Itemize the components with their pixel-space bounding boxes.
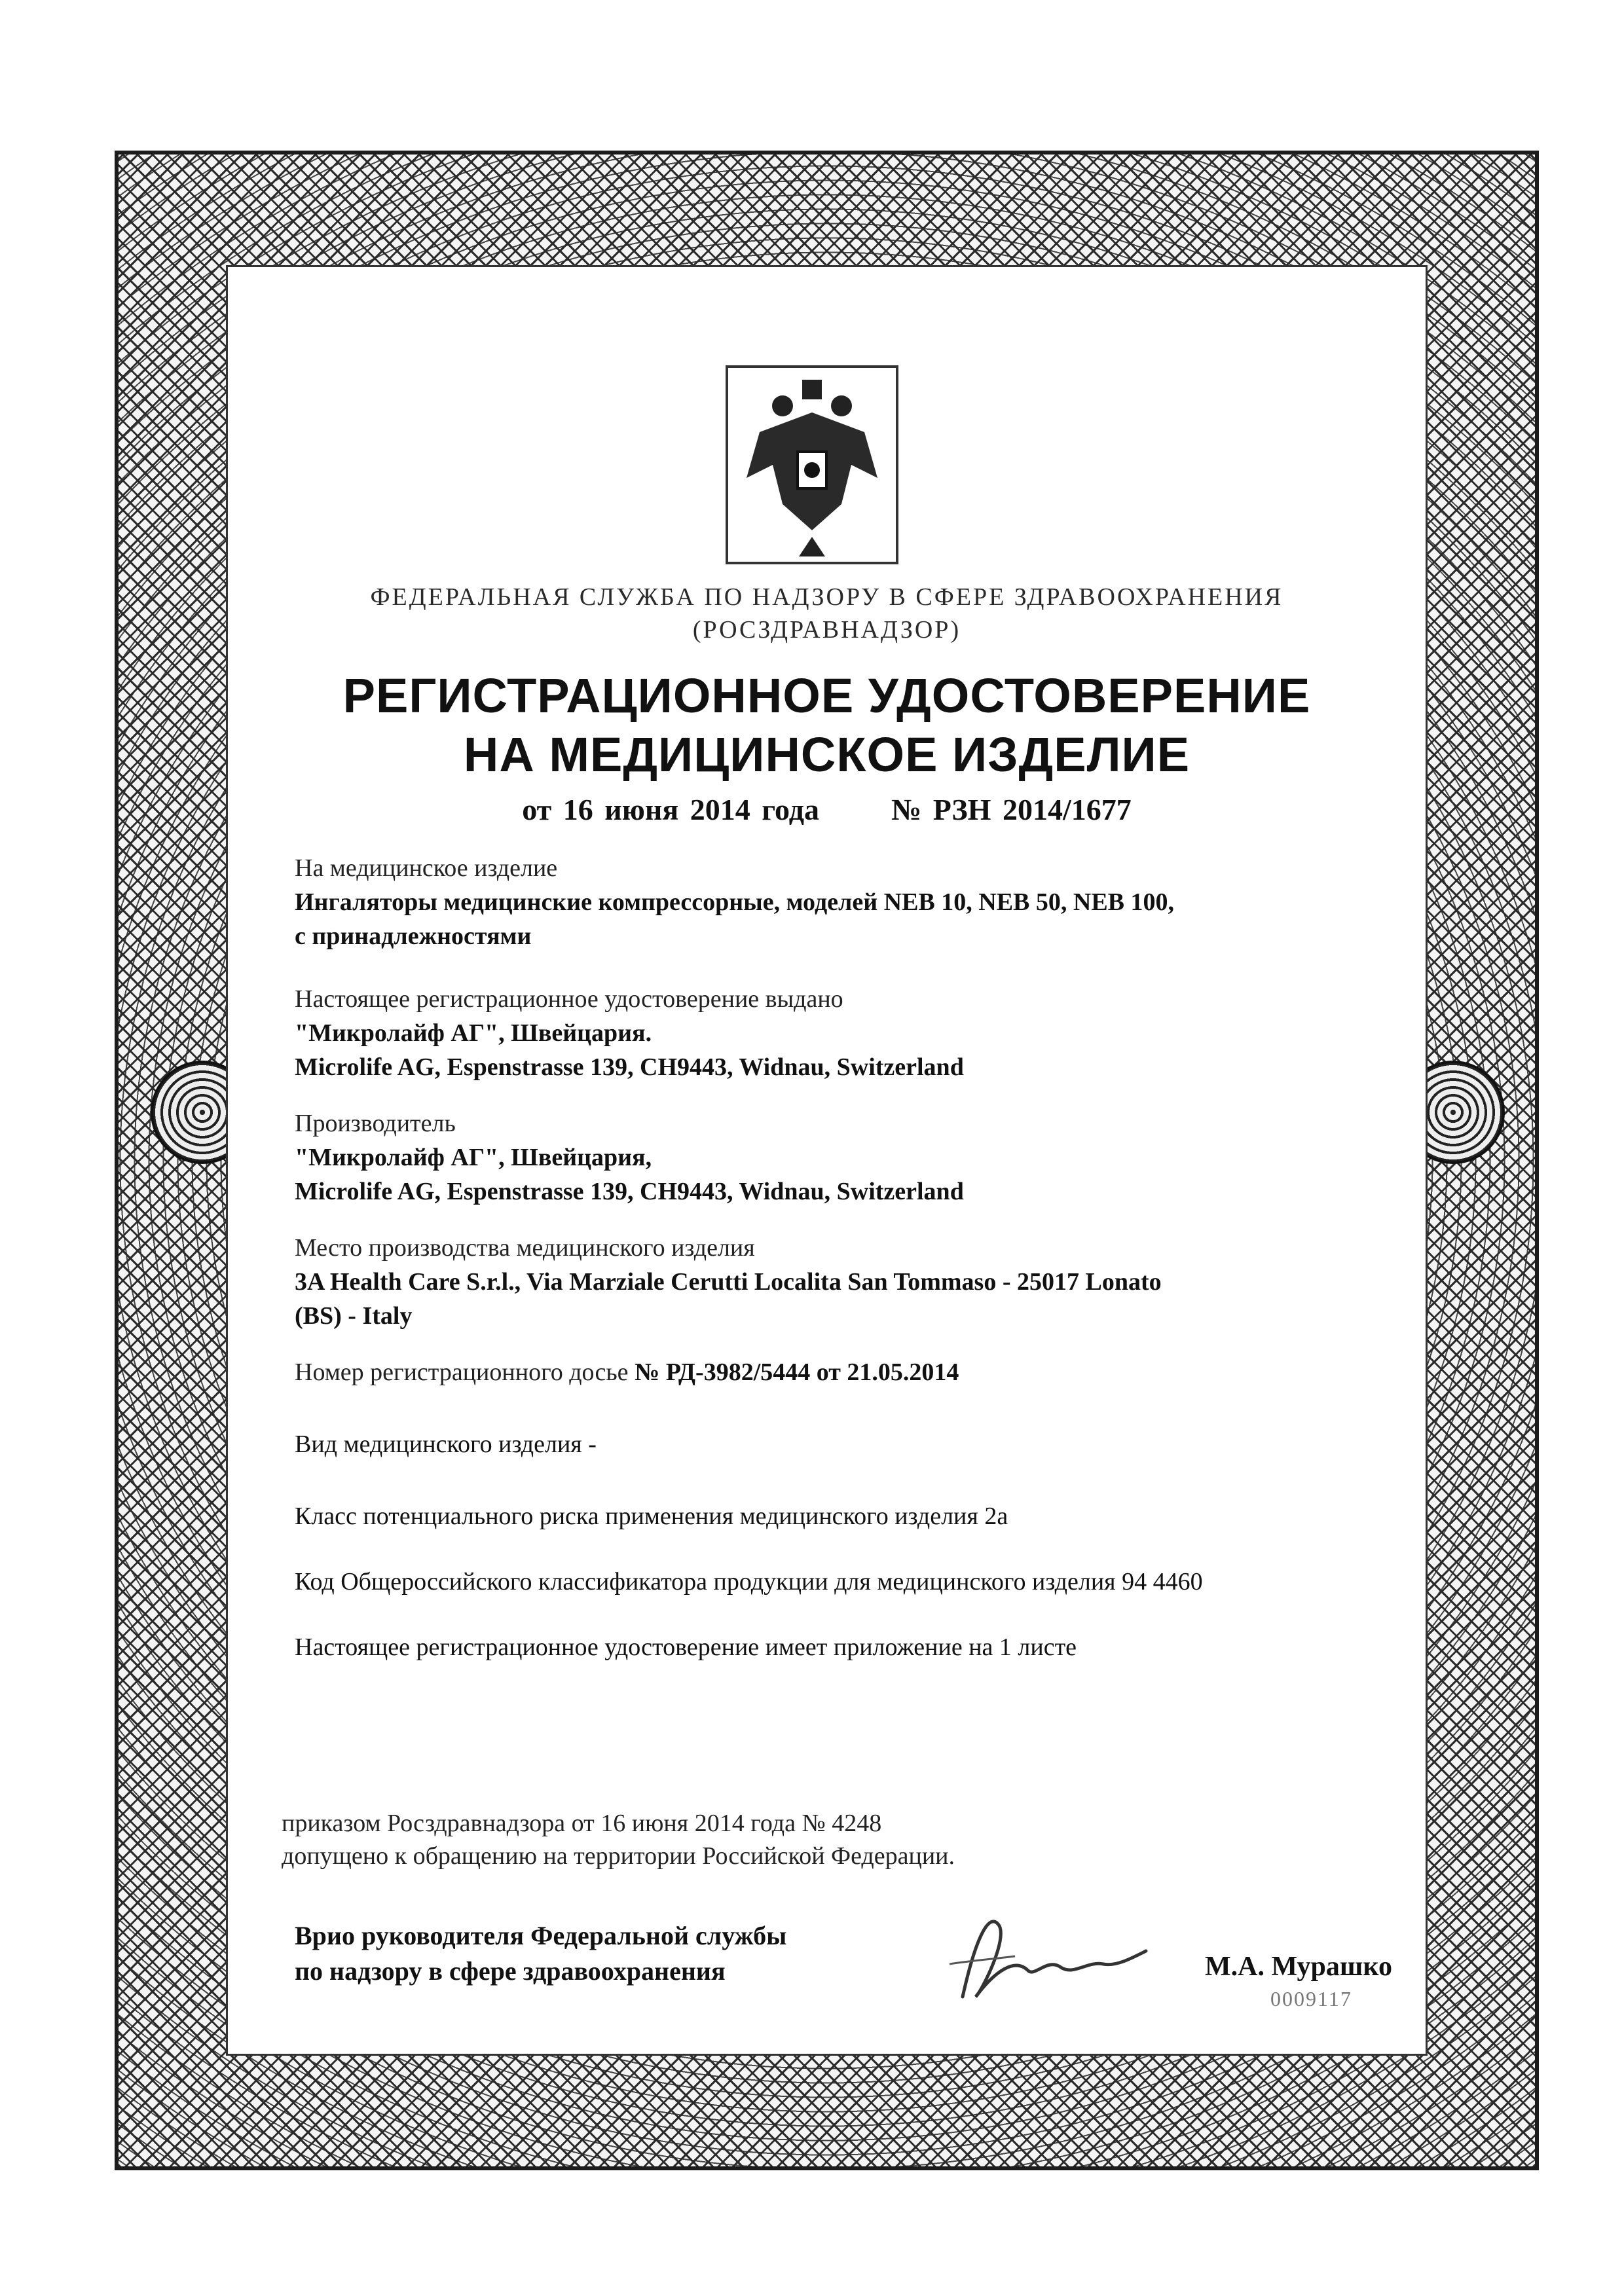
agency-name: ФЕДЕРАЛЬНАЯ СЛУЖБА ПО НАДЗОРУ В СФЕРЕ ЗДРАВООХРАНЕНИЯ [370, 583, 1283, 611]
production-site-line1: 3A Health Care S.r.l., Via Marziale Cerutti Localita San Tommaso - 25017 Lonato [295, 1268, 1162, 1296]
form-serial-number: 0009117 [1270, 1987, 1352, 2011]
okp-code-line: Код Общероссийского классификатора продукции для медицинского изделия 94 4460 [295, 1568, 1203, 1595]
double-headed-eagle-emblem [720, 360, 904, 570]
manufacturer-section [295, 1106, 1382, 1209]
device-label: На медицинское изделие [295, 854, 558, 882]
device-name-line1: Ингаляторы медицинские компрессорные, моделей NEB 10, NEB 50, NEB 100, [295, 888, 1175, 916]
dossier-label: Номер регистрационного досье [295, 1358, 629, 1386]
manufacturer-line2: Microlife AG, Espenstrasse 139, CH9443, Widnau, Switzerland [295, 1178, 964, 1205]
risk-class-line: Класс потенциального риска применения медицинского изделия 2а [295, 1503, 1008, 1530]
issued-to-line2: Microlife AG, Espenstrasse 139, CH9443, Widnau, Switzerland [295, 1053, 964, 1081]
signer-position-line2: по надзору в сфере здравоохранения [295, 1956, 726, 1986]
device-name-line2: с принадлежностями [295, 922, 532, 950]
signature-area [282, 1807, 1395, 2011]
device-type-line: Вид медицинского изделия - [295, 1430, 597, 1458]
issue-date-and-number [236, 792, 1418, 827]
order-line2: допущено к обращению на территории Российской Федерации. [282, 1842, 955, 1870]
dossier-section [295, 1355, 1382, 1389]
issued-to-label: Настоящее регистрационное удостоверение выдано [295, 985, 843, 1013]
device-section [295, 851, 1382, 953]
issue-date: от 16 июня 2014 года [522, 793, 819, 826]
production-site-line2: (BS) - Italy [295, 1302, 413, 1330]
issued-to-line1: "Микролайф АГ", Швейцария. [295, 1019, 652, 1047]
certificate-number: № РЗН 2014/1677 [891, 793, 1132, 826]
signer-position [295, 1918, 786, 1989]
appendix-line: Настоящее регистрационное удостоверение имеет приложение на 1 листе [295, 1633, 1077, 1661]
document-title-line1: РЕГИСТРАЦИОННОЕ УДОСТОВЕРЕНИЕ [342, 668, 1311, 723]
agency-abbreviation: (РОСЗДРАВНАДЗОР) [692, 616, 961, 644]
order-line1: приказом Росздравнадзора от 16 июня 2014 года № 4248 [282, 1810, 882, 1837]
signer-name: М.А. Мурашко [1205, 1952, 1393, 1982]
certificate-body [236, 275, 1418, 2046]
dossier-value: № РД-3982/5444 от 21.05.2014 [635, 1358, 959, 1386]
signer-position-line1: Врио руководителя Федеральной службы [295, 1921, 787, 1950]
production-site-label: Место производства медицинского изделия [295, 1234, 755, 1262]
manufacturer-label: Производитель [295, 1110, 456, 1137]
production-site-section [295, 1231, 1382, 1333]
manufacturer-line1: "Микролайф АГ", Швейцария, [295, 1144, 652, 1171]
document-title-line2: НА МЕДИЦИНСКОЕ ИЗДЕЛИЕ [463, 727, 1190, 782]
issued-to-section [295, 982, 1382, 1084]
handwritten-signature [936, 1899, 1153, 2010]
